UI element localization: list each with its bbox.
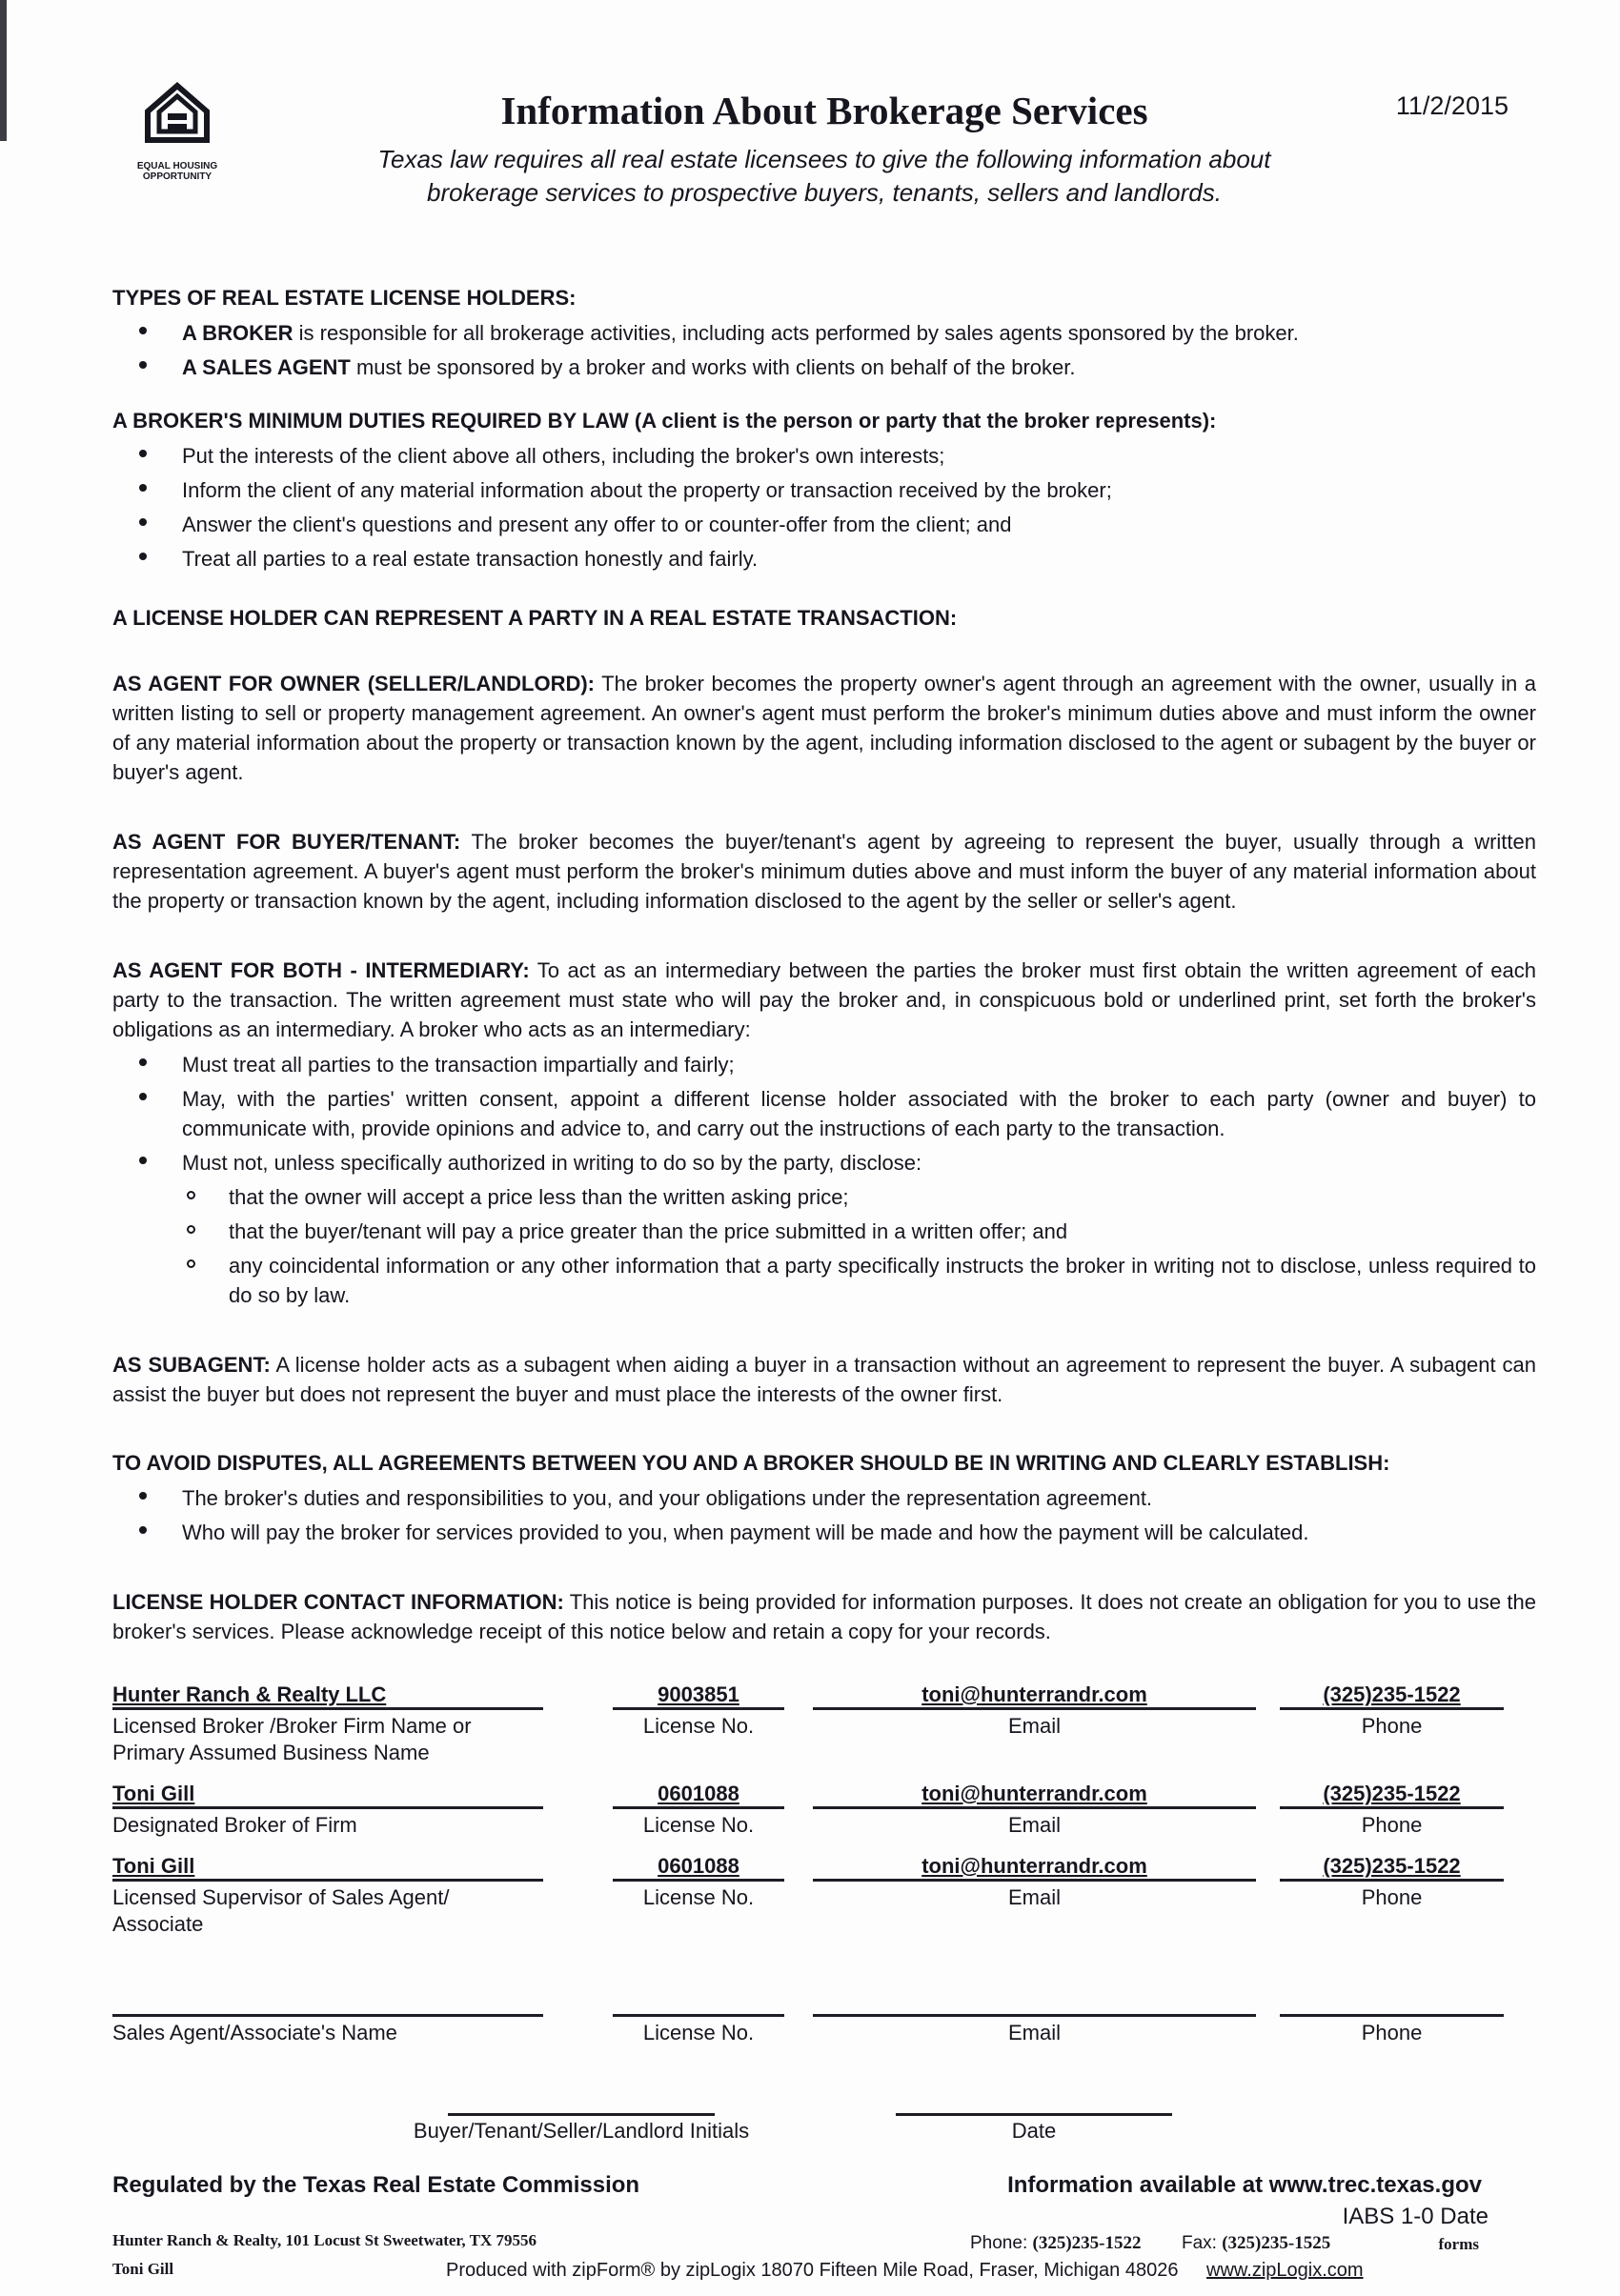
table-row [112, 1985, 1536, 2046]
bullet-item [112, 510, 1536, 539]
license-holder-contact-table [112, 1679, 1536, 2046]
paragraph-body: A license holder acts as a subagent when aiding a buyer in a transaction without an agreement to represent the buyer. A subagent can assist the buyer but does not represent the buyer and must place the interests of the owner first. [112, 1353, 1536, 1406]
fax-label: Fax: [1182, 2233, 1217, 2253]
sub-bullet-text: any coincidental information or any other information that a party specifically instructs the broker in writing not to disclose, unless required to do so by law. [229, 1254, 1536, 1307]
email-label: Email [1007, 1714, 1061, 1738]
page-title: Information About Brokerage Services [500, 89, 1148, 132]
owner-paragraph [112, 669, 1536, 787]
contact-info-paragraph [112, 1587, 1536, 1646]
sales-agent-name-value [112, 1985, 543, 2017]
equal-housing-icon [138, 82, 216, 154]
fax-number: (325)235-1525 [1222, 2233, 1331, 2253]
document-header [112, 0, 1536, 210]
sub-bullet-item [182, 1217, 1536, 1246]
sub-bullet-text: that the buyer/tenant will pay a price greater than the price submitted in a written offer; and [229, 1219, 1068, 1243]
info-available-text: Information available at www.trec.texas.gov [1007, 2172, 1482, 2198]
phone-value: (325)235-1522 [1280, 1850, 1504, 1882]
office-address-text: Hunter Ranch & Realty, 101 Locust St Sweetwater, TX 79556 [112, 2231, 537, 2249]
subtitle-line2: brokerage services to prospective buyers, tenants, sellers and landlords. [427, 178, 1222, 207]
bullet-text: The broker's duties and responsibilities to you, and your obligations under the representation agreement. [182, 1486, 1153, 1510]
document-date: 11/2/2015 [1395, 91, 1509, 120]
email-label: Email [1007, 1813, 1061, 1837]
bullet-item [112, 1148, 1536, 1310]
bullet-item [112, 1084, 1536, 1143]
email-value: toni@hunterrandr.com [813, 1679, 1256, 1710]
bullet-item [112, 475, 1536, 505]
disputes-bullet-list [112, 1483, 1536, 1547]
agent-name-text: Toni Gill [112, 2260, 174, 2278]
logo-caption-line2: OPPORTUNITY [142, 171, 213, 182]
broker-firm-name-value: Hunter Ranch & Realty LLC [112, 1679, 543, 1710]
designated-broker-label: Designated Broker of Firm [112, 1813, 357, 1837]
initials-rule [448, 2086, 715, 2116]
buyer-paragraph [112, 827, 1536, 916]
bullet-item [112, 441, 1536, 471]
form-code-text: IABS 1-0 Date [1342, 2204, 1488, 2229]
supervisor-label: Licensed Supervisor of Sales Agent/ Associate [112, 1885, 450, 1936]
date-rule [896, 2086, 1172, 2116]
paragraph-lead: AS AGENT FOR BUYER/TENANT: [112, 830, 461, 854]
table-row [112, 1778, 1536, 1839]
initials-field [413, 2086, 750, 2145]
phone-label: Phone: [970, 2233, 1028, 2253]
date-field [896, 2086, 1172, 2145]
paragraph-lead: LICENSE HOLDER CONTACT INFORMATION: [112, 1590, 564, 1614]
license-no-value: 9003851 [613, 1679, 784, 1710]
license-no-value: 0601088 [613, 1778, 784, 1809]
paragraph-lead: AS AGENT FOR BOTH - INTERMEDIARY: [112, 958, 530, 982]
bullet-text: Treat all parties to a real estate transaction honestly and fairly. [182, 547, 759, 571]
broker-firm-name-label: Licensed Broker /Broker Firm Name or Primary Assumed Business Name [112, 1714, 472, 1764]
bullet-text: Who will pay the broker for services provided to you, when payment will be made and how the payment will be calculated. [182, 1521, 1309, 1544]
phone-value: (325)235-1522 [1280, 1679, 1504, 1710]
footer-fax [1182, 2233, 1330, 2254]
phone-value [1280, 1985, 1504, 2017]
disclosure-sub-list [182, 1182, 1536, 1310]
license-no-value: 0601088 [613, 1850, 784, 1882]
regulated-by-text: Regulated by the Texas Real Estate Commission [112, 2172, 640, 2198]
license-no-label: License No. [642, 2021, 755, 2044]
logo-caption [120, 161, 234, 182]
bullet-text: Put the interests of the client above all others, including the broker's own interests; [182, 444, 945, 468]
phone-label: Phone [1361, 1714, 1423, 1738]
paragraph-lead: AS AGENT FOR OWNER (SELLER/LANDLORD): [112, 672, 596, 695]
document-footer [112, 2172, 1536, 2296]
bullet-text: May, with the parties' written consent, appoint a different license holder associated with the broker to each party (owner and buyer) to communicate with, provide opinions and advice to, and carry out the instructions of each party to the transaction. [182, 1087, 1536, 1140]
table-row [112, 1679, 1536, 1766]
designated-broker-value: Toni Gill [112, 1778, 543, 1809]
email-value: toni@hunterrandr.com [813, 1778, 1256, 1809]
bullet-item [112, 1483, 1536, 1513]
paragraph-lead: AS SUBAGENT: [112, 1353, 271, 1377]
bullet-text: Answer the client's questions and present any offer to or counter-offer from the client; and [182, 513, 1012, 536]
paragraph-body: To act as an intermediary between the parties the broker must first obtain the written agreement of each party to the transaction. The written agreement must state who will pay the broker and, in conspicuous bold or underlined print, set forth the broker's obligations as an intermediary. A broker who acts as an intermediary: [112, 958, 1537, 1041]
license-no-label: License No. [642, 1813, 755, 1837]
sales-agent-name-label: Sales Agent/Associate's Name [112, 2021, 397, 2044]
bullet-text: Inform the client of any material information about the property or transaction received by the broker; [182, 478, 1112, 502]
produced-with-text [446, 2260, 1364, 2282]
bullet-text: is responsible for all brokerage activities, including acts performed by sales agents sponsored by the broker. [293, 321, 1299, 345]
date-label: Date [1011, 2119, 1057, 2143]
license-no-value [613, 1985, 784, 2017]
table-row [112, 1850, 1536, 1938]
sub-bullet-item [182, 1251, 1536, 1310]
phone-label: Phone [1361, 1813, 1423, 1837]
bullet-item [112, 352, 1536, 382]
sub-bullet-text: that the owner will accept a price less than the written asking price; [229, 1185, 849, 1209]
subtitle-line1: Texas law requires all real estate licensees to give the following information about [377, 145, 1271, 173]
bullet-text: must be sponsored by a broker and works with clients on behalf of the broker. [350, 355, 1076, 379]
email-label: Email [1007, 2021, 1061, 2044]
bullet-text: Must not, unless specifically authorized in writing to do so by the party, disclose: [182, 1151, 922, 1175]
disputes-heading: TO AVOID DISPUTES, ALL AGREEMENTS BETWEEN YOU AND A BROKER SHOULD BE IN WRITING AND CLEARLY ESTABLISH: [112, 1451, 1390, 1475]
equal-housing-logo [120, 82, 234, 182]
bullet-item [112, 318, 1536, 348]
footer-phone [970, 2233, 1142, 2254]
ziplogix-link-text: www.zipLogix.com [1206, 2260, 1364, 2281]
bullet-item [112, 1050, 1536, 1079]
intermediary-bullet-list [112, 1050, 1536, 1310]
intermediary-paragraph [112, 956, 1536, 1044]
paragraph-body: The broker becomes the buyer/tenant's agent by agreeing to represent the buyer, usually through a written representation agreement. A buyer's agent must perform the broker's minimum duties above and must inform the buyer of any material information about the property or transaction known by the agent, including information disclosed to the agent by the seller or seller's agent. [112, 830, 1537, 913]
paragraph-body: This notice is being provided for information purposes. It does not create an obligation for you to use the broker's services. Please acknowledge receipt of this notice below and retain a copy for your records. [112, 1590, 1536, 1643]
bullet-text: Must treat all parties to the transaction impartially and fairly; [182, 1053, 735, 1077]
produced-text: Produced with zipForm® by zipLogix 18070 Fifteen Mile Road, Fraser, Michigan 48026 [446, 2260, 1179, 2281]
types-bullet-list [112, 318, 1536, 382]
bullet-bold-lead: A SALES AGENT [182, 355, 351, 379]
license-no-label: License No. [642, 1714, 755, 1738]
subagent-paragraph [112, 1350, 1536, 1409]
logo-caption-line1: EQUAL HOUSING [136, 161, 218, 171]
phone-value: (325)235-1522 [1280, 1778, 1504, 1809]
email-value [813, 1985, 1256, 2017]
duties-bullet-list [112, 441, 1536, 574]
forms-note-text: forms [1438, 2235, 1479, 2253]
bullet-item [112, 544, 1536, 574]
types-heading: TYPES OF REAL ESTATE LICENSE HOLDERS: [112, 286, 577, 310]
supervisor-value: Toni Gill [112, 1850, 543, 1882]
signature-row [413, 2086, 1536, 2145]
phone-label: Phone [1361, 1885, 1423, 1909]
email-label: Email [1007, 1885, 1061, 1909]
license-no-label: License No. [642, 1885, 755, 1909]
duties-heading: A BROKER'S MINIMUM DUTIES REQUIRED BY LAW (A client is the person or party that the broker represents): [112, 409, 1217, 433]
represent-heading: A LICENSE HOLDER CAN REPRESENT A PARTY IN A REAL ESTATE TRANSACTION: [112, 606, 958, 630]
initials-label: Buyer/Tenant/Seller/Landlord Initials [413, 2119, 750, 2143]
phone-number: (325)235-1522 [1032, 2233, 1142, 2253]
email-value: toni@hunterrandr.com [813, 1850, 1256, 1882]
sub-bullet-item [182, 1182, 1536, 1212]
phone-label: Phone [1361, 2021, 1423, 2044]
bullet-item [112, 1518, 1536, 1547]
bullet-bold-lead: A BROKER [182, 321, 294, 345]
paragraph-body: The broker becomes the property owner's agent through an agreement with the owner, usually in a written listing to sell or property management agreement. An owner's agent must perform the broker's minimum duties above and must inform the owner of any material information about the property or transaction known by the agent, including information disclosed to the agent or subagent by the buyer or buyer's agent. [112, 672, 1537, 784]
